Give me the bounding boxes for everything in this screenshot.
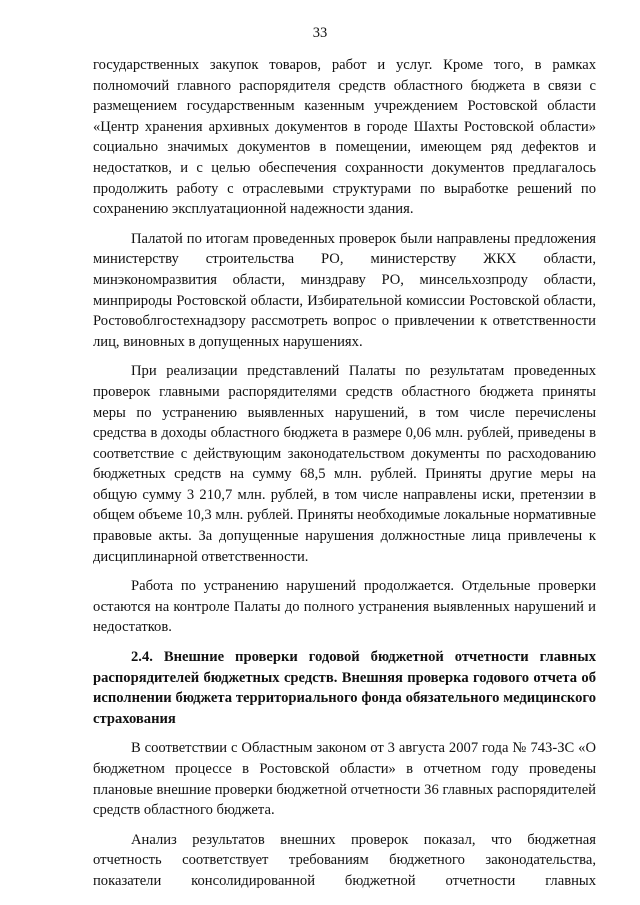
paragraph-analysis-results: Анализ результатов внешних проверок показал, что бюджетная отчетность соответствует требованиям бюджетного законодательства, показатели консолидированной бюджетной отчетности главных: [93, 831, 596, 889]
paragraph-procurement-continuation: государственных закупок товаров, работ и услуг. Кроме того, в рамках полномочий главного распорядителя средств областного бюджета в связи с размещением государственным казенным учреждением Ростовской области «Центр хранения архивных документов в городе Шахты Ростовской области» социально значимых документов в помещении, имеющем ряд дефектов и недостатков, и с целью обеспечения сохранности документов предлагалось продолжить работу с отраслевыми структурами по выработке решений по сохранению эксплуатационной надежности здания.: [93, 57, 596, 218]
paragraph-chamber-proposals: Палатой по итогам проведенных проверок были направлены предложения министерству строительства РО, министерству ЖКХ области, минэкономразвития области, минздраву РО, минсельхозпроду области, минприроды Ростовской области, Избирательной комиссии Ростовской области, Ростовоблгостехнадзору рассмотреть вопрос о привлечении к ответственности лиц, виновных в допущенных нарушениях.: [93, 230, 596, 350]
page-body: [93, 55, 596, 892]
page-number: 33: [312, 25, 328, 41]
section-heading-2-4: 2.4. Внешние проверки годовой бюджетной отчетности главных распорядителей бюджетных средств. Внешняя проверка годового отчета об исполнении бюджета территориального фонда обязательного медицинского страхования: [93, 649, 596, 727]
paragraph-measures-taken: При реализации представлений Палаты по результатам проведенных проверок главными распорядителями средств областного бюджета приняты меры по устранению выявленных нарушений, в том числе перечислены средства в доходы областного бюджета в размере 0,06 млн. рублей, приведены в соответствие с действующим законодательством документы по расходованию бюджетных средств на сумму 68,5 млн. рублей. Приняты другие меры на общую сумму 3 210,7 млн. рублей, в том числе направлены иски, претензии в общем объеме 10,3 млн. рублей. Приняты необходимые локальные нормативные правовые акты. За допущенные нарушения должностные лица привлечены к дисциплинарной ответственности.: [93, 363, 596, 565]
paragraph-work-continues: Работа по устранению нарушений продолжается. Отдельные проверки остаются на контроле Палаты до полного устранения выявленных нарушений и недостатков.: [93, 578, 596, 636]
paragraph-regional-law: В соответствии с Областным законом от 3 августа 2007 года № 743-ЗС «О бюджетном процессе в Ростовской области» в отчетном году проведены плановые внешние проверки бюджетной отчетности 36 главных распорядителей средств областного бюджета.: [93, 740, 596, 819]
